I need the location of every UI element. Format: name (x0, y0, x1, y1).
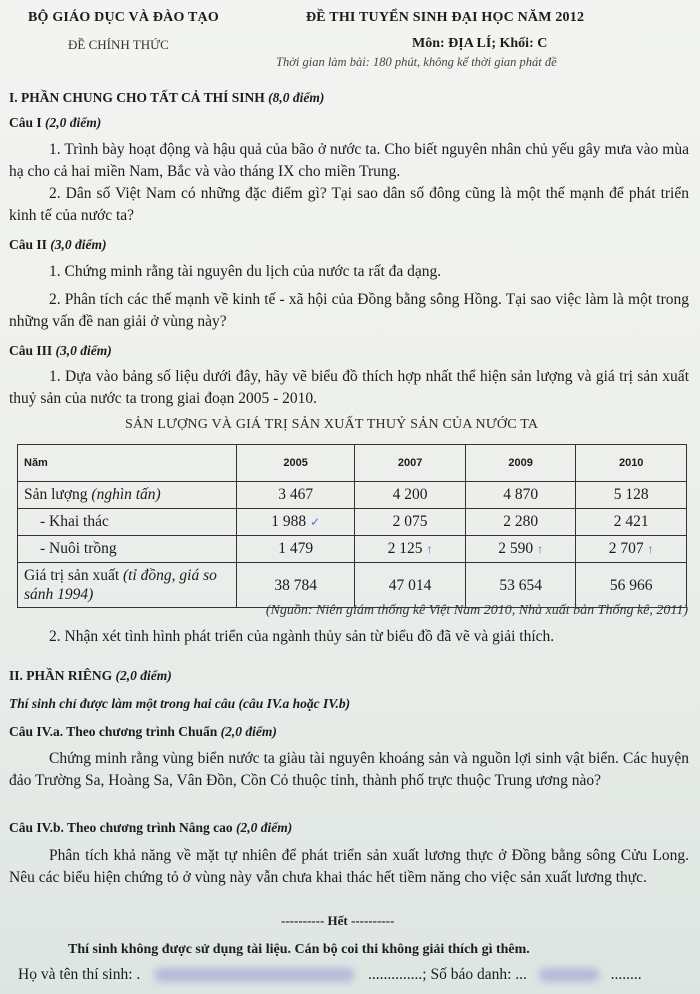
table-cell: 53 654 (465, 563, 576, 608)
row-label (18, 563, 237, 608)
table-cell: 4 870 (465, 482, 576, 509)
q3-item1: 1. Dựa vào bảng số liệu dưới đây, hãy vẽ biểu đồ thích hợp nhất thể hiện sản lượng và giá trị sản xuất thuỷ sản của nước ta trong giai đoạn 2005 - 2010. (9, 368, 689, 407)
header-cell-year: Năm (18, 445, 237, 482)
cell-value: 2 707 (608, 540, 644, 557)
ministry-name: BỘ GIÁO DỤC VÀ ĐÀO TẠO (28, 10, 219, 25)
handwritten-check-mark: ✓ (310, 515, 321, 529)
table-cell (237, 509, 355, 536)
exam-title: ĐỀ THI TUYỂN SINH ĐẠI HỌC NĂM 2012 (306, 10, 585, 25)
handwritten-arrow-mark: ↑ (426, 542, 433, 556)
subject-line: Môn: ĐỊA LÍ; Khối: C (412, 36, 548, 51)
part2-heading (9, 668, 172, 684)
table-title: SẢN LƯỢNG VÀ GIÁ TRỊ SẢN XUẤT THUỶ SẢN CỦA NƯỚC TA (125, 417, 539, 432)
q1-label: Câu I (9, 115, 42, 130)
table-cell: 2 280 (465, 509, 576, 536)
q1-points: (2,0 điểm) (45, 115, 102, 130)
q3-label: Câu III (9, 343, 53, 358)
table-cell (465, 536, 576, 563)
table-row-capture (18, 509, 687, 536)
header-cell: 2009 (465, 445, 576, 482)
q4a-heading (9, 724, 277, 740)
redacted-name (154, 968, 354, 982)
q3-heading (9, 343, 112, 359)
q4b-points: (2,0 điểm) (236, 820, 293, 835)
q4b-heading (9, 820, 292, 836)
table-cell: 47 014 (355, 563, 466, 608)
exam-note: Thí sinh không được sử dụng tài liệu. Cán bộ coi thi không giải thích gì thêm. (68, 942, 530, 957)
part2-instruction: Thí sinh chỉ được làm một trong hai câu (câu IV.a hoặc IV.b) (9, 696, 351, 711)
table-cell: 3 467 (237, 482, 355, 509)
q3-item2: 2. Nhận xét tình hình phát triển của ngành thủy sản từ biểu đồ đã vẽ và giải thích. (49, 628, 555, 645)
table-cell: 5 128 (576, 482, 687, 509)
fishery-data-table (17, 444, 687, 608)
q1-item1: 1. Trình bày hoạt động và hậu quả của bão ở nước ta. Cho biết nguyên nhân chủ yếu gây mưa vào mùa hạ cho cả hai miền Nam, Bắc và vào tháng IX cho miền Trung. (9, 141, 689, 180)
q4b-text: Phân tích khả năng về mặt tự nhiên để phát triển sản xuất lương thực ở Đồng bằng sông Cửu Long. Nêu các biểu hiện chứng tỏ ở vùng này vẫn chưa khai thác hết tiềm năng cho việc sản xuất lương thực. (9, 847, 689, 886)
table-row-value (18, 563, 687, 608)
table-header-row (18, 445, 687, 482)
q1-item2: 2. Dân số Việt Nam có những đặc điểm gì? Tại sao dân số đông cũng là một thế mạnh để phát triển kinh tế của nước ta? (9, 185, 689, 224)
candidate-info-line (18, 966, 642, 984)
row-label: - Nuôi trồng (18, 536, 237, 563)
cell-value: 2 125 (387, 540, 423, 557)
q4b-label: Câu IV.b. Theo chương trình Nâng cao (9, 820, 233, 835)
q4a-label: Câu IV.a. Theo chương trình Chuẩn (9, 724, 218, 739)
cell-value: 2 590 (498, 540, 534, 557)
part2-title: II. PHẦN RIÊNG (9, 668, 113, 683)
row-label (18, 482, 237, 509)
end-marker: ---------- Hết ---------- (281, 913, 395, 928)
header-cell: 2005 (237, 445, 355, 482)
name-dots: ..............; (368, 966, 427, 983)
q3-points: (3,0 điểm) (55, 343, 112, 358)
q4a-points: (2,0 điểm) (220, 724, 277, 739)
table-cell: 2 075 (355, 509, 466, 536)
row-label-unit: (nghìn tấn) (91, 486, 161, 503)
row-label-text: Giá trị sản xuất (24, 567, 124, 584)
part1-heading (9, 90, 324, 106)
q4a-text: Chứng minh rằng vùng biển nước ta giàu tài nguyên khoáng sản và nguồn lợi sinh vật biển. Các huyện đảo Trường Sa, Hoàng Sa, Vân Đồn, Cồn Cỏ thuộc tỉnh, thành phố trực thuộc Trung ương nào? (9, 750, 689, 789)
table-cell: 1 479 (237, 536, 355, 563)
table-cell: 56 966 (576, 563, 687, 608)
table-cell (576, 536, 687, 563)
part2-points: (2,0 điểm) (115, 668, 172, 683)
table-cell (355, 536, 466, 563)
handwritten-arrow-mark: ↑ (537, 542, 544, 556)
exam-time: Thời gian làm bài: 180 phút, không kể thời gian phát đề (276, 55, 557, 69)
header-cell: 2010 (576, 445, 687, 482)
q2-heading (9, 237, 107, 253)
redacted-sbd (539, 968, 599, 982)
handwritten-arrow-mark: ↑ (647, 542, 654, 556)
table-cell: 2 421 (576, 509, 687, 536)
table-cell: 4 200 (355, 482, 466, 509)
part1-title: I. PHẦN CHUNG CHO TẤT CẢ THÍ SINH (9, 90, 265, 105)
q2-points: (3,0 điểm) (50, 237, 107, 252)
table-source: (Nguồn: Niên giám thống kê Việt Nam 2010, Nhà xuất bản Thống kê, 2011) (265, 603, 688, 618)
sbd-label: Số báo danh: ... (430, 966, 527, 983)
table-row-aquaculture (18, 536, 687, 563)
q2-label: Câu II (9, 237, 47, 252)
sbd-dots: ........ (610, 966, 642, 983)
row-label: - Khai thác (18, 509, 237, 536)
table-row-output (18, 482, 687, 509)
name-label: Họ và tên thí sinh: . (18, 966, 141, 983)
q1-heading (9, 115, 101, 131)
header-cell: 2007 (355, 445, 466, 482)
cell-value: 1 988 (271, 513, 307, 530)
q2-item2: 2. Phân tích các thế mạnh về kinh tế - xã hội của Đồng bằng sông Hồng. Tại sao việc làm là một trong những vấn đề nan giải ở vùng này? (9, 291, 689, 330)
part1-points: (8,0 điểm) (268, 90, 325, 105)
row-label-text: Sản lượng (24, 486, 92, 503)
row-label-unit: (tỉ đồng, giá so sánh 1994) (24, 567, 217, 603)
q2-item1: 1. Chứng minh rằng tài nguyên du lịch của nước ta rất đa dạng. (49, 263, 442, 280)
official-label: ĐỀ CHÍNH THỨC (68, 37, 169, 52)
table-cell: 38 784 (237, 563, 355, 608)
